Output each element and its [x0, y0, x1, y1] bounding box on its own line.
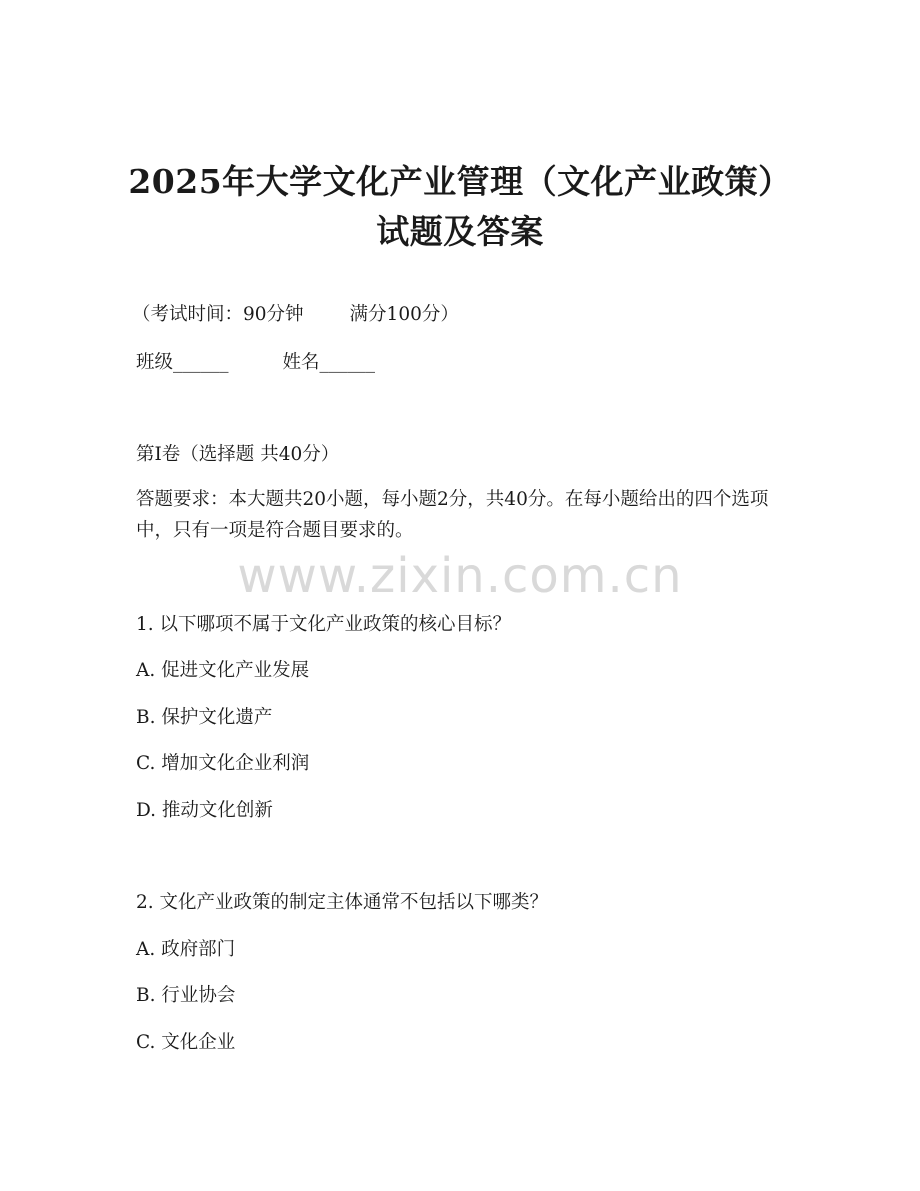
- question-option: C. 增加文化企业利润: [136, 753, 310, 774]
- exam-score: 满分100分）: [349, 304, 459, 325]
- question-stem: 2. 文化产业政策的制定主体通常不包括以下哪类？: [136, 892, 549, 913]
- exam-time: （考试时间：90分钟: [132, 304, 304, 325]
- question-option: D. 推动文化创新: [136, 800, 273, 821]
- student-info: [136, 348, 375, 374]
- question-option: A. 政府部门: [136, 939, 236, 960]
- question-option: B. 保护文化遗产: [136, 707, 273, 728]
- question-stem: 1. 以下哪项不属于文化产业政策的核心目标？: [136, 614, 512, 635]
- name-field: 姓名______: [282, 352, 376, 373]
- section-instructions: 答题要求：本大题共20小题，每小题2分，共40分。在每小题给出的四个选项中，只有一项是符合题目要求的。: [136, 489, 769, 541]
- document-title-line-2: 试题及答案: [376, 212, 544, 251]
- section-title: 第I卷（选择题 共40分）: [136, 444, 340, 465]
- watermark: www.zixin.com.cn: [237, 548, 683, 604]
- document-title-line-1: 2025年大学文化产业管理（文化产业政策）: [128, 162, 792, 201]
- exam-info: [132, 300, 459, 326]
- class-field: 班级______: [136, 352, 229, 373]
- question-option: B. 行业协会: [136, 985, 236, 1006]
- question-option: A. 促进文化产业发展: [136, 660, 310, 681]
- question-option: C. 文化企业: [136, 1032, 236, 1053]
